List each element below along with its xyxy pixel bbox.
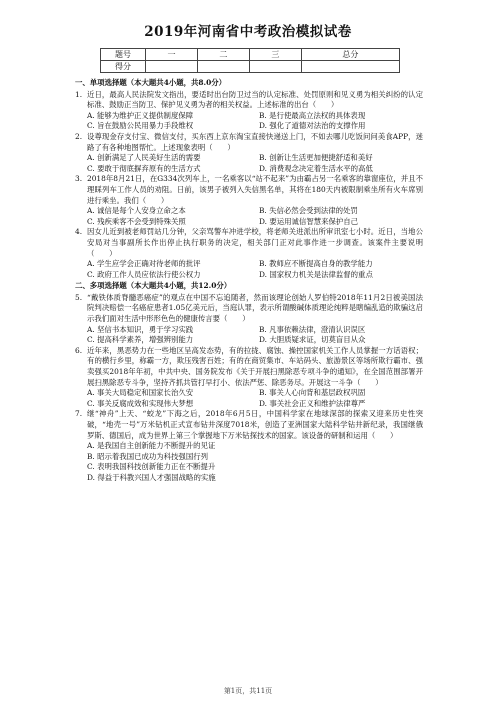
- section-heading: 二、多项选择题（本大题共4小题，共12.0分）: [75, 281, 232, 291]
- option-d: D. 国家权力机关是法律监督的重点: [259, 269, 373, 279]
- question-number: 2.: [75, 131, 83, 141]
- option-c: C. 要敢于彻底摒弃原有的生活方式: [87, 163, 201, 173]
- question-number: 6.: [75, 345, 83, 355]
- option-a: A. 创新满足了人民美好生活的需要: [87, 153, 201, 163]
- score-row-label: 得分: [101, 61, 146, 73]
- option-d: D. 大胆质疑求证，切莫盲目从众: [259, 335, 366, 345]
- option-d: D. 强化了道德对法治的支撑作用: [259, 121, 366, 131]
- question-number: 3.: [75, 174, 83, 184]
- question-block: [75, 174, 423, 227]
- page-footer: 第1页，共11页: [223, 687, 273, 695]
- question-number: 7.: [75, 409, 83, 419]
- option-c: C. 表明我国科技创新能力正在不断提升: [87, 462, 216, 472]
- question-text: “戴铁体质脊髓恶癌症”的观点在中国不忘追随者，然而该理论创始人罗伯特2018年11月2日被美国法院判决赔偿一名癌症患者1.05亿美元后，当庭认罪，表示所谓酸碱体质理论纯粹是瞎编乱造的欺骗这启示我们面对生活中形形色色的健康传言要（ ）: [87, 292, 423, 324]
- score-table: [100, 48, 400, 73]
- score-header-cell: 题号: [101, 49, 146, 61]
- option-a: A. 学生应学会正确对待老师的批评: [87, 259, 201, 269]
- question-number: 5.: [75, 292, 83, 302]
- section-heading: 一、单项选择题（本大题共4小题，共8.0分）: [75, 78, 227, 87]
- option-a: A. 是我国自主创新能力不断提升的见证: [87, 441, 216, 451]
- score-header-cell: 一: [146, 49, 198, 61]
- question-block: [75, 132, 423, 174]
- score-cell: [197, 61, 249, 73]
- option-a: A. 事关大局稳定和国家长治久安: [87, 388, 194, 398]
- question-text: 设尊现金存支付宝、微信支付，买东西上京东淘宝直接快递送上门，不如去哪儿吃饭问问美食APP，迷路了有各种地图帮忙。上述现象表明（ ）: [87, 131, 423, 152]
- option-c: C. 旨在鼓励公民用暴力手段维权: [87, 121, 194, 131]
- option-d: D. 得益于科教兴国人才强国战略的实施: [87, 472, 216, 482]
- option-c: C. 残疾乘客不会受到特殊关照: [87, 216, 186, 226]
- question-block: [75, 227, 423, 280]
- option-a: A. 能够为维护正义提供制度保障: [87, 110, 194, 120]
- option-a: A. 坚信书本知识，勇于学习实践: [87, 324, 194, 334]
- score-table-header-row: [101, 49, 400, 61]
- question-content: [75, 77, 423, 484]
- option-d: D. 消费观念决定着生活水平的高低: [259, 163, 373, 173]
- question-block: [75, 346, 423, 410]
- option-b: B. 凡事依赖法律，澄清认识误区: [259, 324, 366, 334]
- question-text: 因女儿近到被老师罚站几分钟，父亲骂警车冲进学校，将老师关进派出所审讯室七小时。近日，当地公安局对当事副所长作出停止执行职务的决定，相关部门正对此事作进一步调查。该案件主要说明（ ）: [87, 227, 423, 258]
- question-text: 2018年8月21日，在G334次列车上，一名乘客以“站不起来”为由霸占另一名乘客的靠窗座位，并且不理睬列车工作人员的劝阻。日前，该男子被列入失信黑名单，其将在180天内被限制乘坐所有火车席别进行乘坐。我们（ ）: [87, 174, 423, 205]
- option-c: C. 事关反腐成效和实现伟大梦想: [87, 398, 194, 408]
- option-a: A. 诚信是每个人安身立命之本: [87, 206, 186, 216]
- question-block: [75, 409, 423, 483]
- question-text: 继“神舟”上天、“蛟龙”下海之后，2018年6月5日，中国科学家在地球深部的探索又迎来历史性突破，“地壳一号”万米钻机正式宣布钻井深度7018米，创造了亚洲国家大陆科学钻井新纪录，我国继俄罗斯、德国后，成为世界上第三个掌握地下万米钻探技术的国家。该设备的研制和运用（ ）: [87, 409, 423, 440]
- score-header-cell: 三: [249, 49, 301, 61]
- score-cell: [146, 61, 198, 73]
- question-text: 近年来，黑恶势力在一些地区呈高发态势，有的拉拢、腐蚀、操控国家机关工作人员掌握一方话语权；有的横行乡里，称霸一方，欺压残害百姓；有的在商贸集市、车站码头、旅游景区等场所欺行霸市、强卖强买2018年年初，中共中央、国务院发布《关于开展扫黑除恶专项斗争的通知》，在全国范围部署开展扫黑除恶专斗争，坚持齐抓共管打早打小、依法严惩、除恶务尽。开展这一斗争（ ）: [87, 345, 423, 387]
- option-d: D. 要运用诚信智慧来保护自己: [259, 216, 359, 226]
- score-cell: [301, 61, 399, 73]
- option-c: C. 提高科学素养，增强辨别能力: [87, 335, 194, 345]
- question-block: [75, 293, 423, 346]
- option-b: B. 失信必然会受到法律的处罚: [259, 206, 358, 216]
- option-b: B. 创新让生活更加便捷舒适和美好: [259, 153, 373, 163]
- option-b: B. 事关人心向背和基层政权巩固: [259, 388, 366, 398]
- question-text: 近日，最高人民法院发文指出，要适时出台防卫过当的认定标准、处罚原则和见义勇为相关纠纷的认定标准、鼓励正当防卫、保护见义勇为者的相关权益。上述标准的出台（ ）: [87, 89, 423, 110]
- option-b: B. 是行使最高立法权的具体表现: [259, 110, 366, 120]
- score-header-cell: 二: [197, 49, 249, 61]
- score-table-row: [101, 61, 400, 73]
- option-b: B. 教师应不断提高自身的教学能力: [259, 259, 373, 269]
- option-b: B. 昭示着我国已成功为科技强国行列: [87, 451, 208, 461]
- page-title: 2019年河南省中考政治模拟试卷: [144, 24, 352, 40]
- score-header-cell: 总分: [301, 49, 399, 61]
- option-c: C. 政府工作人员应依法行使公权力: [87, 269, 201, 279]
- score-cell: [249, 61, 301, 73]
- question-number: 4.: [75, 227, 83, 237]
- option-d: D. 事关社会正义和维护法律尊严: [259, 398, 366, 408]
- question-number: 1.: [75, 89, 83, 99]
- question-block: [75, 90, 423, 132]
